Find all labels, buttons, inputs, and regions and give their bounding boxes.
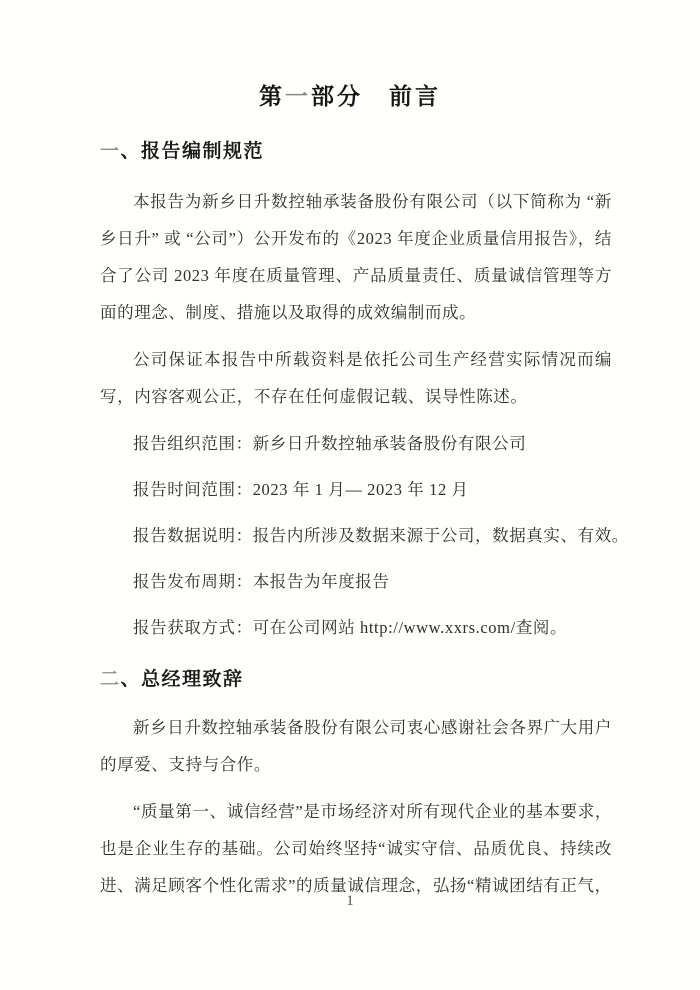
page-title-pre: 第 bbox=[259, 84, 285, 109]
paragraph-report-intro: 本报告为新乡日升数控轴承装备股份有限公司（以下简称为 “新乡日升” 或 “公司”）公开发布的《2023 年度企业质量信用报告》，结合了公司 2023 年度在质量管理、产品质量责任、质量诚信管理等方面的理念、制度、措施以及取得的成效编制而成。 bbox=[100, 192, 612, 322]
section-1-heading-text: 、报告编制规范 bbox=[120, 141, 265, 162]
section-heading-report-standards bbox=[100, 139, 612, 165]
paragraph-report-guarantee: 公司保证本报告中所载资料是依托公司生产经营实际情况而编写，内容客观公正，不存在任何虚假记载、误导性陈述。 bbox=[100, 350, 612, 406]
page-title-post: 部分 前言 bbox=[311, 84, 441, 109]
section-2-numeral: 二 bbox=[100, 669, 121, 690]
page-number: 1 bbox=[346, 893, 354, 909]
report-meta-list bbox=[100, 421, 629, 651]
meta-line-access: 报告获取方式：可在公司网站 http://www.xxrs.com/查阅。 bbox=[133, 618, 568, 637]
meta-line-cycle: 报告发布周期：本报告为年度报告 bbox=[133, 572, 390, 591]
meta-line-time-range: 报告时间范围：2023 年 1 月— 2023 年 12 月 bbox=[133, 480, 469, 499]
meta-line-org-scope: 报告组织范围：新乡日升数控轴承装备股份有限公司 bbox=[133, 434, 527, 453]
paragraph-gm-quality-principle: “质量第一、诚信经营”是市场经济对所有现代企业的基本要求，也是企业生存的基础。公司始终坚持“诚实守信、品质优良、持续改进、满足顾客个性化需求”的质量诚信理念，弘扬“精诚团结有正气， bbox=[100, 802, 612, 895]
paragraph-gm-thanks: 新乡日升数控轴承装备股份有限公司衷心感谢社会各界广大用户的厚爱、支持与合作。 bbox=[100, 718, 612, 774]
section-1-numeral: 一 bbox=[100, 141, 121, 162]
meta-line-data-note: 报告数据说明：报告内所涉及数据来源于公司，数据真实、有效。 bbox=[133, 526, 629, 545]
page-title bbox=[100, 82, 600, 112]
section-2-heading-text: 、总经理致辞 bbox=[120, 669, 244, 690]
section-heading-gm-address bbox=[100, 667, 612, 693]
page-title-numeral: 一 bbox=[285, 84, 311, 109]
